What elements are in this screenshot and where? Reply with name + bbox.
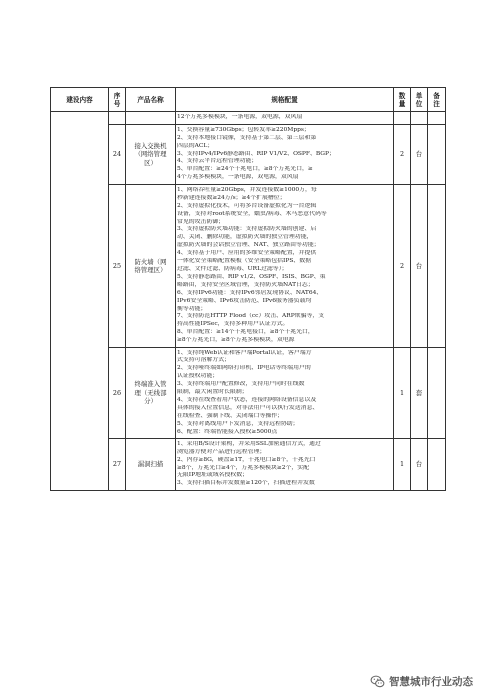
unit: 台 [411, 125, 428, 185]
quantity: 1 [394, 439, 411, 491]
table-row-27 [51, 439, 446, 491]
spec-text: 1、网络吞吐量≥20Gbps，并发连接数≥1000万，每 秒新建连接数≥24万/s；≥4个扩展槽位； 2、支持虚拟化技术，可将多台设备虚拟化为一台逻辑 设备，支持对root系统安全，蠕虫/病毒、木马恶意代码等 常见的攻击防御； 3、支持虚拟防火墙功能：支持虚拟防火墙的创建、启 动、关闭、删除功能，虚拟防火墙的独立管理功能， 虚拟防火墙的会话独立管理、NAT、独立路由等功能； 4、支持基于用户、应用的多维安全策略配置，并提供 一体化安全策略配置模板（安全策略包括IPS、数据 过滤、文件过滤、防病毒、URL过滤等）； 5、支持静态路由、RIP v1/2、OSPF、ISIS、BGP、策 略路由，支持安全区域管理，支持防火墙NAT日志； 6、支持IPv6功能：支持IPv6邻居发现协议、NAT64、 IPv6安全策略、IPv6攻击防范、IPv6服务器负载均 衡等功能； 7、支持防范HTTP Flood（cc）攻击、ARP欺骗等，支 持高性能IPSec，支持多种用户认证方式。 8、单台配置：≥14个千兆电接口，≥8个千兆光口， ≥8个万兆光口，≥8个万兆多模模块，双电源 [176, 185, 394, 348]
quantity: 2 [394, 185, 411, 348]
header-seq: 序 号 [109, 88, 126, 112]
row-number: 24 [109, 125, 126, 185]
spec-text: 1、采用B/S设计架构，并采用SSL加密通信方式，通过 浏览器方便对产品进行远程管理； 2、内存≥8G，硬盘≥1T，千兆电口≥8个，千兆光口 ≥8个，万兆光口≥4个，万兆多模模块≥2个，实配 无限IP地址或域名授权数； 3、支持扫描目标并发数量≥120个，扫描进程并发数 [176, 439, 394, 491]
watermark-text: 智慧城市行业动态 [389, 675, 473, 688]
continuation-spec: 12个万兆多模模块，一条电源，双电源，双风扇 [176, 112, 394, 125]
note [428, 185, 446, 348]
table-header-row [51, 88, 446, 112]
quantity: 2 [394, 125, 411, 185]
table-row-24 [51, 125, 446, 185]
quantity: 1 [394, 348, 411, 439]
spec-text: 1、交换容量≥730Gbps；包转发率≥220Mpps； 2、支持本地接口镜像，支持基于第二层、第三层和第 四层的ACL； 3、支持IPv4/IPv6静态路由、RIP V1/V2、OSPF、BGP； 4、支持云平台远程管理功能； 5、单台配置：≥24个千兆电口，≥8个万兆光口，≥ 4个万兆多模模块，一条电源，双电源，双风扇 [176, 125, 394, 185]
product-name: 接入交换机 （网络管理 区） [126, 125, 176, 185]
note [428, 348, 446, 439]
note [428, 125, 446, 185]
row-number: 26 [109, 348, 126, 439]
table-row-25 [51, 185, 446, 348]
unit: 套 [411, 348, 428, 439]
continuation-row [51, 112, 446, 125]
note [428, 439, 446, 491]
product-name: 漏洞扫描 [126, 439, 176, 491]
product-name: 防火墙（网 络管理区） [126, 185, 176, 348]
header-qty: 数 量 [394, 88, 411, 112]
category-cell [51, 112, 109, 491]
wechat-logo-icon [370, 674, 385, 689]
spec-table [50, 87, 446, 491]
row-number: 25 [109, 185, 126, 348]
header-category: 建设内容 [51, 88, 109, 112]
unit: 台 [411, 439, 428, 491]
unit: 台 [411, 185, 428, 348]
product-name: 终端准入管 理（无线部 分） [126, 348, 176, 439]
header-spec: 规格配置 [176, 88, 394, 112]
row-number: 27 [109, 439, 126, 491]
header-unit: 单 位 [411, 88, 428, 112]
table-row-26 [51, 348, 446, 439]
header-note: 备 注 [428, 88, 446, 112]
spec-text: 1、支持纯Web认证和客户端Portal认证，客户端方 式支持可溶解方式； 2、支持哑终端如网络打印机、IP电话等终端用户的 认证授权功能； 3、支持终端用户配置修改，支持用户同时在线数 限制，最大闲置时长限制； 4、支持在线查看用户状态，连接的网络设备信息以及 具体的接入位置信息，对非法用户可以执行发送消息、 在线检查、强制下线、关闭端口等操作； 5、支持对离线用户下发消息，支持远程协助； 6、配置：终端智能接入授权≥5000点 [176, 348, 394, 439]
header-product: 产品名称 [126, 88, 176, 112]
watermark [370, 672, 473, 690]
